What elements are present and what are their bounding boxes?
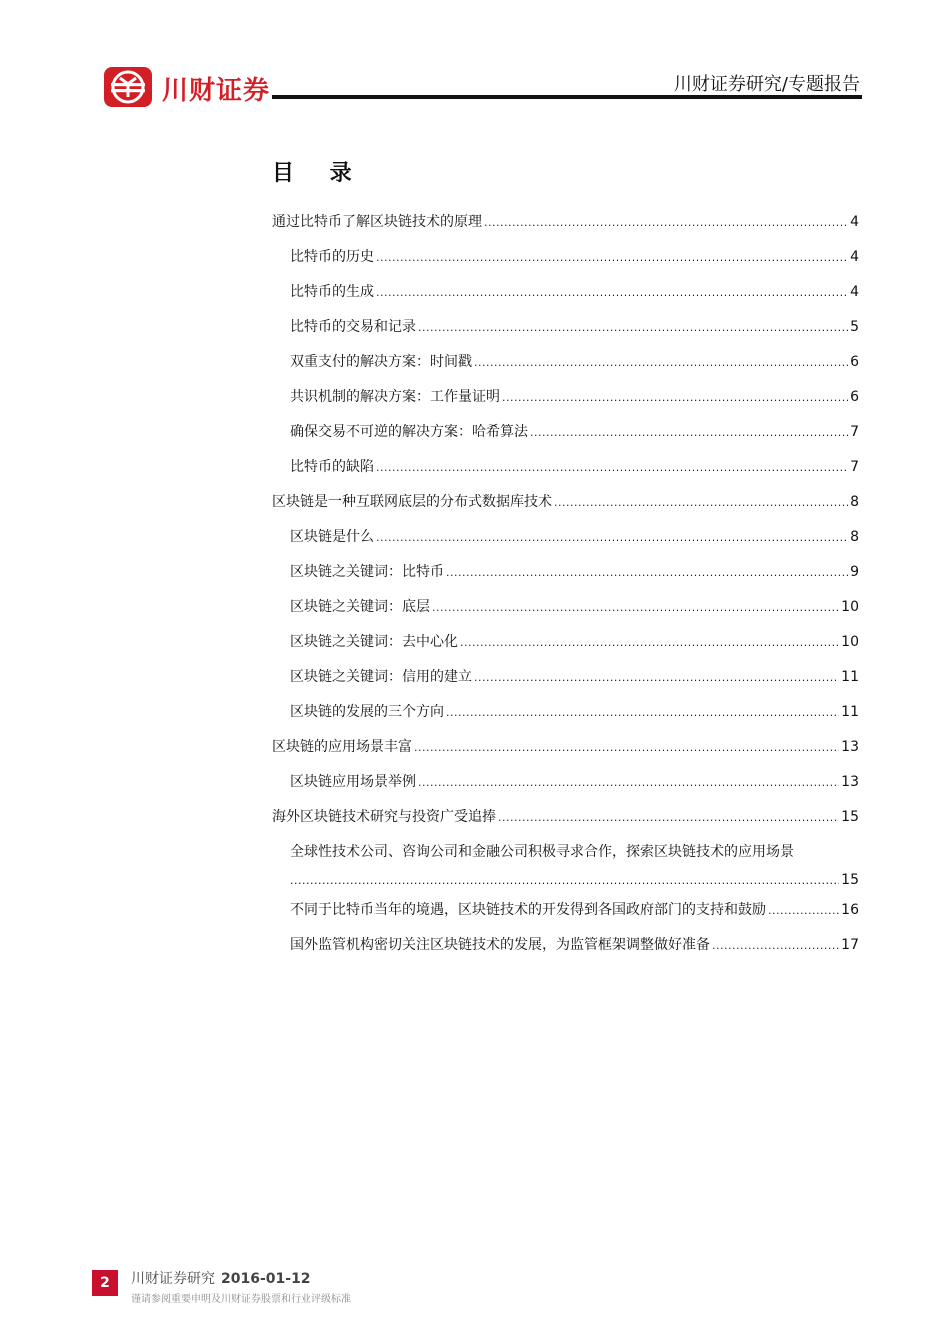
page-number: 2 xyxy=(92,1270,118,1296)
toc-entry-page: 13 xyxy=(841,774,859,790)
toc-leader xyxy=(376,283,848,302)
toc-entry[interactable] xyxy=(272,267,859,302)
page-header xyxy=(0,0,950,120)
toc-entry-page: 4 xyxy=(850,249,859,265)
toc-leader xyxy=(446,703,839,722)
table-of-contents xyxy=(272,197,859,955)
footer-source xyxy=(131,1268,311,1288)
toc-entry-page: 10 xyxy=(841,634,859,650)
toc-entry[interactable] xyxy=(272,302,859,337)
toc-entry-page: 4 xyxy=(850,214,859,230)
brand-logo-icon xyxy=(103,66,153,108)
toc-entry-title: 区块链的发展的三个方向 xyxy=(290,704,444,720)
toc-entry[interactable] xyxy=(272,337,859,372)
toc-entry-page: 13 xyxy=(841,739,859,755)
toc-entry-title: 比特币的缺陷 xyxy=(290,459,374,475)
toc-entry-title: 区块链之关键词：比特币 xyxy=(290,564,444,580)
toc-entry[interactable] xyxy=(272,372,859,407)
toc-leader xyxy=(290,871,839,890)
toc-entry-title: 区块链是什么 xyxy=(290,529,374,545)
toc-entry-title: 海外区块链技术研究与投资广受追捧 xyxy=(272,809,496,825)
toc-entry[interactable] xyxy=(272,652,859,687)
toc-leader xyxy=(414,738,839,757)
toc-leader xyxy=(376,528,848,547)
toc-leader xyxy=(376,458,848,477)
toc-entry-title: 通过比特币了解区块链技术的原理 xyxy=(272,214,482,230)
toc-entry-page: 10 xyxy=(841,599,859,615)
toc-leader xyxy=(474,353,848,372)
toc-leader xyxy=(418,773,839,792)
toc-leader xyxy=(554,493,848,512)
toc-entry[interactable] xyxy=(272,617,859,652)
toc-entry-page: 15 xyxy=(841,872,859,888)
toc-leader xyxy=(446,563,848,582)
toc-entry-title: 共识机制的解决方案：工作量证明 xyxy=(290,389,500,405)
toc-entry-page: 7 xyxy=(850,459,859,475)
toc-entry-title: 比特币的历史 xyxy=(290,249,374,265)
toc-entry[interactable] xyxy=(272,885,859,920)
toc-leader xyxy=(530,423,848,442)
toc-entry[interactable] xyxy=(272,582,859,617)
toc-entry-page: 6 xyxy=(850,389,859,405)
toc-leader xyxy=(432,598,839,617)
toc-leader xyxy=(498,808,839,827)
toc-title: 目 录 xyxy=(272,161,366,186)
toc-entry[interactable] xyxy=(272,442,859,477)
toc-section[interactable] xyxy=(272,477,859,512)
toc-entry[interactable] xyxy=(272,407,859,442)
toc-entry-title: 区块链之关键词：信用的建立 xyxy=(290,669,472,685)
toc-section[interactable] xyxy=(272,722,859,757)
toc-entry-title: 区块链应用场景举例 xyxy=(290,774,416,790)
toc-section[interactable] xyxy=(272,792,859,827)
toc-entry-page: 9 xyxy=(850,564,859,580)
toc-entry-title: 区块链是一种互联网底层的分布式数据库技术 xyxy=(272,494,552,510)
toc-entry-page: 8 xyxy=(850,529,859,545)
toc-entry-title: 区块链之关键词：底层 xyxy=(290,599,430,615)
toc-entry-page: 7 xyxy=(850,424,859,440)
toc-entry-page: 17 xyxy=(841,937,859,953)
toc-entry-page: 11 xyxy=(841,704,859,720)
toc-entry-title: 比特币的交易和记录 xyxy=(290,319,416,335)
toc-entry-title: 区块链之关键词：去中心化 xyxy=(290,634,458,650)
toc-entry-page: 15 xyxy=(841,809,859,825)
toc-entry-page: 6 xyxy=(850,354,859,370)
footer-disclaimer: 谨请参阅重要申明及川财证券股票和行业评级标准 xyxy=(131,1294,351,1305)
toc-leader xyxy=(712,936,839,955)
toc-entry[interactable] xyxy=(272,512,859,547)
toc-entry[interactable] xyxy=(272,232,859,267)
footer-org: 川财证券研究 xyxy=(131,1271,215,1287)
toc-entry-title: 国外监管机构密切关注区块链技术的发展，为监管框架调整做好准备 xyxy=(290,937,710,953)
toc-entry-title: 区块链的应用场景丰富 xyxy=(272,739,412,755)
toc-entry[interactable] xyxy=(272,757,859,792)
toc-leader xyxy=(484,213,848,232)
toc-leader xyxy=(460,633,839,652)
toc-entry-page: 11 xyxy=(841,669,859,685)
page-footer xyxy=(0,1260,950,1344)
toc-entry-title: 全球性技术公司、咨询公司和金融公司积极寻求合作，探索区块链技术的应用场景 xyxy=(290,844,794,860)
toc-entry-page: 4 xyxy=(850,284,859,300)
footer-date: 2016-01-12 xyxy=(221,1271,311,1287)
toc-entry-page: 5 xyxy=(850,319,859,335)
toc-leader xyxy=(474,668,839,687)
toc-entry-title: 不同于比特币当年的境遇，区块链技术的开发得到各国政府部门的支持和鼓励 xyxy=(290,902,766,918)
toc-leader xyxy=(768,901,839,920)
toc-entry[interactable] xyxy=(272,547,859,582)
toc-entry[interactable] xyxy=(272,920,859,955)
toc-leader xyxy=(502,388,848,407)
toc-entry-title: 确保交易不可逆的解决方案：哈希算法 xyxy=(290,424,528,440)
toc-entry-page: 16 xyxy=(841,902,859,918)
toc-entry[interactable] xyxy=(272,827,859,888)
toc-entry[interactable] xyxy=(272,687,859,722)
report-type-title: 川财证券研究/专题报告 xyxy=(673,74,860,95)
toc-section[interactable] xyxy=(272,197,859,232)
toc-leader xyxy=(418,318,848,337)
toc-entry-title: 比特币的生成 xyxy=(290,284,374,300)
toc-entry-title: 双重支付的解决方案：时间戳 xyxy=(290,354,472,370)
toc-entry-page: 8 xyxy=(850,494,859,510)
toc-leader xyxy=(376,248,848,267)
brand-logo-text: 川财证券 xyxy=(162,76,271,106)
